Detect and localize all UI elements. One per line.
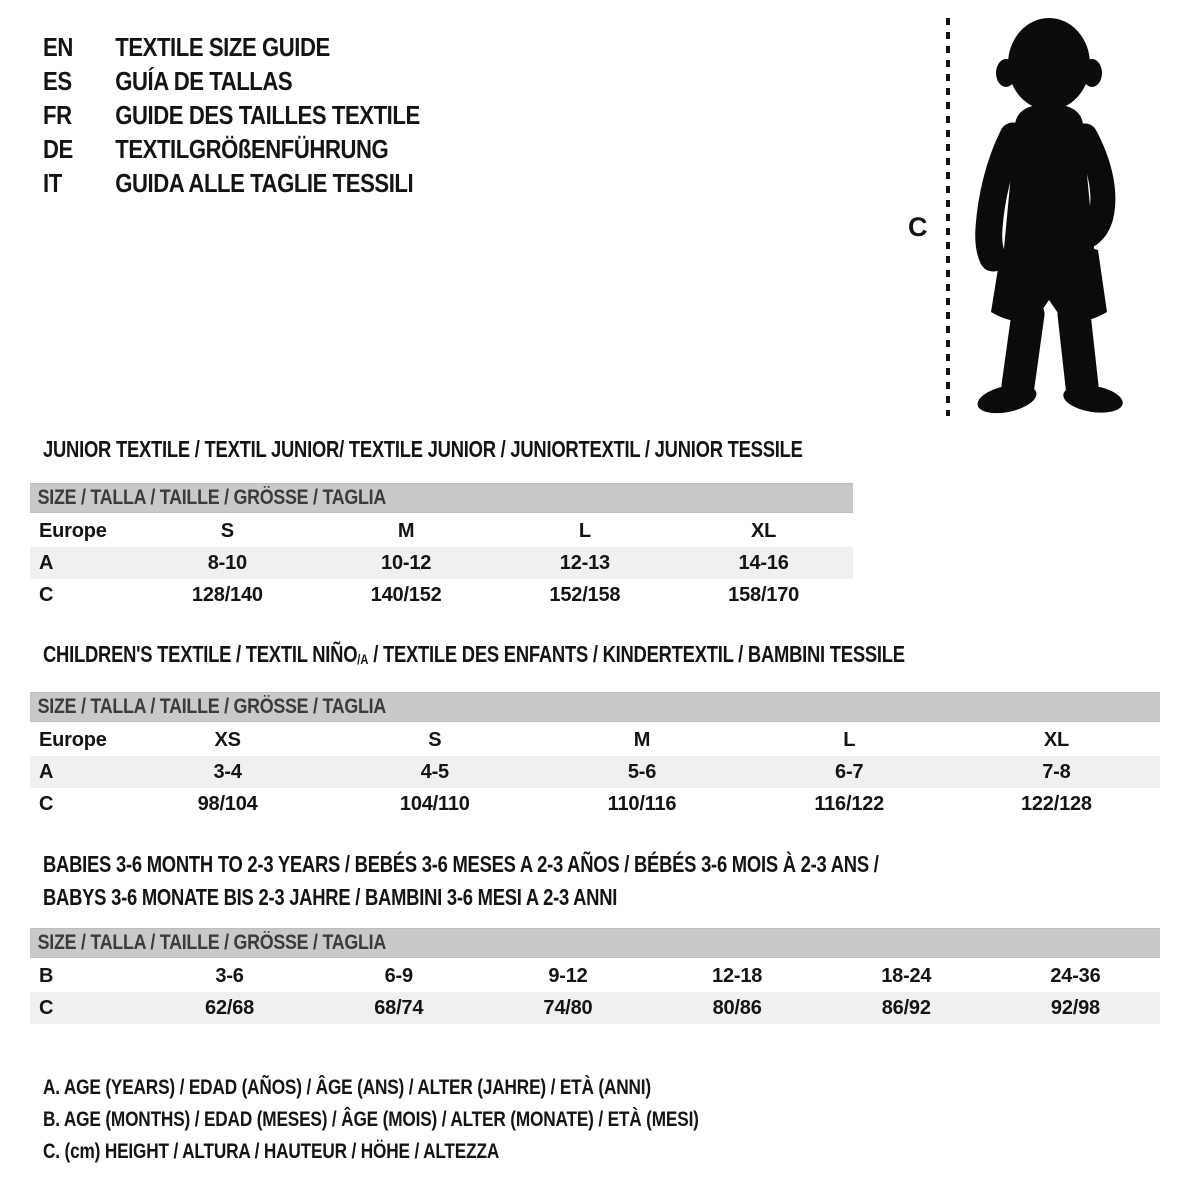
row-label: Europe xyxy=(39,519,107,542)
language-code: EN xyxy=(43,32,73,62)
babies-heading-line1: BABIES 3-6 MONTH TO 2-3 YEARS / BEBÉS 3-6 MESES A 2-3 AÑOS / BÉBÉS 3-6 MOIS À 2-3 ANS / xyxy=(43,851,879,877)
size-cell: 104/110 xyxy=(399,792,470,815)
babies-section-heading xyxy=(43,848,879,914)
language-title: TEXTILGRÖßENFÜHRUNG xyxy=(115,134,389,164)
junior-section-heading: JUNIOR TEXTILE / TEXTIL JUNIOR/ TEXTILE JUNIOR / JUNIORTEXTIL / JUNIOR TESSILE xyxy=(43,436,803,462)
size-cell: 4-5 xyxy=(420,760,449,783)
footnote-a: A. AGE (YEARS) / EDAD (AÑOS) / ÂGE (ANS) / ALTER (JAHRE) / ETÀ (ANNI) xyxy=(43,1076,651,1099)
size-cell: XL xyxy=(1043,728,1069,751)
language-code: FR xyxy=(43,100,72,130)
table-row xyxy=(30,756,1160,788)
size-header-bar xyxy=(30,483,853,513)
size-cell: 12-18 xyxy=(712,964,763,987)
row-label: C xyxy=(39,996,54,1019)
children-heading-post: / TEXTILE DES ENFANTS / KINDERTEXTIL / BAMBINI TESSILE xyxy=(368,641,905,667)
babies-size-table xyxy=(30,928,1160,1024)
language-title: GUÍA DE TALLAS xyxy=(115,66,293,96)
row-label: A xyxy=(39,760,54,783)
size-header-text: SIZE / TALLA / TAILLE / GRÖSSE / TAGLIA xyxy=(37,486,387,509)
size-cell: 18-24 xyxy=(881,964,932,987)
language-row xyxy=(43,166,420,200)
size-cell: 7-8 xyxy=(1042,760,1071,783)
size-cell: 62/68 xyxy=(205,996,255,1019)
size-cell: 6-9 xyxy=(384,964,413,987)
footnote-c: C. (cm) HEIGHT / ALTURA / HAUTEUR / HÖHE / ALTEZZA xyxy=(43,1140,500,1163)
row-label: Europe xyxy=(39,728,107,751)
language-row xyxy=(43,64,420,98)
row-label: C xyxy=(39,583,54,606)
height-measure-label: C xyxy=(908,212,928,242)
size-cell: 12-13 xyxy=(559,551,610,574)
size-cell: 24-36 xyxy=(1050,964,1101,987)
language-code: IT xyxy=(43,168,62,198)
size-cell: 92/98 xyxy=(1050,996,1100,1019)
junior-table-rows xyxy=(30,515,853,611)
language-title-block xyxy=(43,30,486,200)
size-cell: 152/158 xyxy=(549,583,621,606)
table-row xyxy=(30,960,1160,992)
children-size-table xyxy=(30,692,1160,820)
language-title: GUIDE DES TAILLES TEXTILE xyxy=(115,100,420,130)
size-cell: 86/92 xyxy=(881,996,931,1019)
junior-size-table xyxy=(30,483,853,611)
language-code: ES xyxy=(43,66,72,96)
size-cell: XL xyxy=(751,519,777,542)
language-code: DE xyxy=(43,134,73,164)
size-cell: L xyxy=(578,519,591,542)
table-row xyxy=(30,547,853,579)
size-cell: S xyxy=(220,519,234,542)
size-cell: M xyxy=(397,519,415,542)
height-measure-dashed-line xyxy=(946,18,950,416)
table-row xyxy=(30,579,853,611)
babies-heading-line2: BABYS 3-6 MONATE BIS 2-3 JAHRE / BAMBINI 3-6 MESI A 2-3 ANNI xyxy=(43,884,618,910)
size-cell: 6-7 xyxy=(835,760,864,783)
table-row xyxy=(30,788,1160,820)
size-cell: 3-6 xyxy=(215,964,244,987)
size-cell: L xyxy=(843,728,856,751)
size-cell: 110/116 xyxy=(607,792,677,815)
language-row xyxy=(43,132,420,166)
size-cell: 98/104 xyxy=(197,792,258,815)
children-heading-sub: /A xyxy=(357,651,369,667)
table-row xyxy=(30,724,1160,756)
children-table-rows xyxy=(30,724,1160,820)
footnote-b: B. AGE (MONTHS) / EDAD (MESES) / ÂGE (MOIS) / ALTER (MONATE) / ETÀ (MESI) xyxy=(43,1108,699,1131)
language-title: TEXTILE SIZE GUIDE xyxy=(115,32,330,62)
size-cell: 74/80 xyxy=(543,996,593,1019)
size-cell: 9-12 xyxy=(548,964,588,987)
size-header-bar xyxy=(30,928,1160,958)
footnotes xyxy=(43,1072,699,1168)
size-header-bar xyxy=(30,692,1160,722)
row-label: C xyxy=(39,792,54,815)
size-cell: 140/152 xyxy=(370,583,442,606)
size-cell: 5-6 xyxy=(627,760,657,783)
size-cell: 3-4 xyxy=(213,760,242,783)
language-row xyxy=(43,30,420,64)
language-title: GUIDA ALLE TAGLIE TESSILI xyxy=(115,168,414,198)
toddler-silhouette-icon xyxy=(952,14,1137,418)
children-section-heading xyxy=(43,642,905,670)
language-row xyxy=(43,98,420,132)
size-cell: XS xyxy=(214,728,241,751)
size-cell: 14-16 xyxy=(738,551,789,574)
size-cell: S xyxy=(428,728,442,751)
size-cell: 158/170 xyxy=(728,583,800,606)
size-cell: 116/122 xyxy=(814,792,885,815)
size-cell: 8-10 xyxy=(207,551,247,574)
size-cell: 128/140 xyxy=(191,583,263,606)
row-label: B xyxy=(39,964,54,987)
size-cell: 80/86 xyxy=(712,996,762,1019)
table-row xyxy=(30,515,853,547)
row-label: A xyxy=(39,551,54,574)
size-cell: 68/74 xyxy=(374,996,424,1019)
size-header-text: SIZE / TALLA / TAILLE / GRÖSSE / TAGLIA xyxy=(37,695,387,718)
table-row xyxy=(30,992,1160,1024)
children-heading-pre: CHILDREN'S TEXTILE / TEXTIL NIÑO xyxy=(43,641,358,667)
babies-table-rows xyxy=(30,960,1160,1024)
size-cell: M xyxy=(633,728,651,751)
size-cell: 122/128 xyxy=(1020,792,1092,815)
size-cell: 10-12 xyxy=(381,551,432,574)
size-header-text: SIZE / TALLA / TAILLE / GRÖSSE / TAGLIA xyxy=(37,931,387,954)
